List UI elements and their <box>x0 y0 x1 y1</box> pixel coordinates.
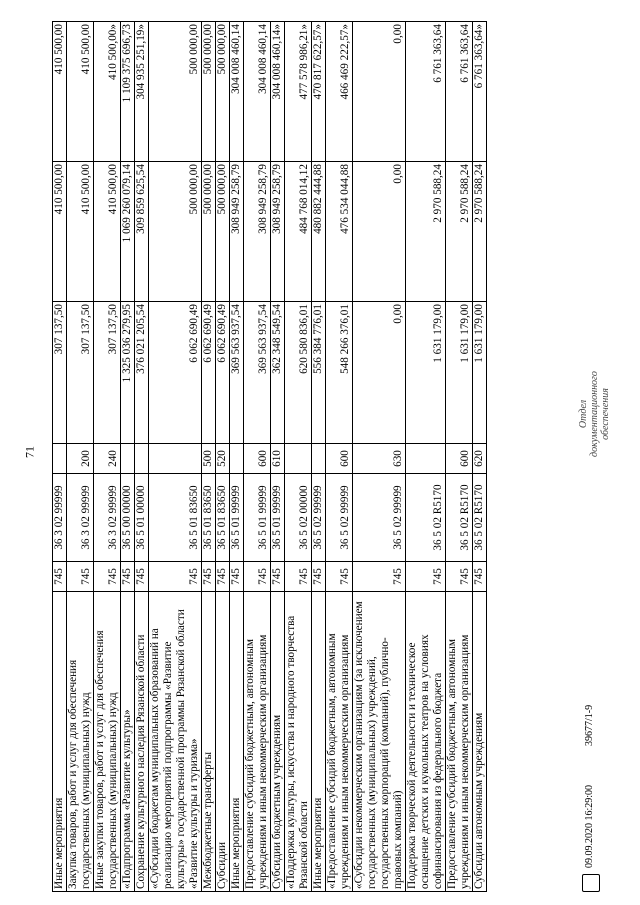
row-ved-cell: 745 <box>67 562 94 592</box>
row-vr-cell <box>312 444 326 474</box>
row-amount-2021-cell: 500 000,00 <box>149 162 202 302</box>
table-row <box>149 22 202 892</box>
row-amount-2020-cell: 1 325 036 279,95 <box>121 302 135 444</box>
row-amount-2020-cell: 6 062 690,49 <box>202 302 216 444</box>
page-number: 71 <box>22 446 37 458</box>
row-name-cell: «Субсидии некоммерческим организациям (за исключением государственных (муниципальных) учреждений, государственных корпораций (компаний), публично-правовых компаний) <box>353 592 406 892</box>
row-amount-2022-cell: 6 761 363,64» <box>473 22 487 162</box>
row-amount-2022-cell: 500 000,00 <box>216 22 230 162</box>
row-amount-2021-cell: 2 970 588,24 <box>473 162 487 302</box>
footer-doc-id: 39677/1-9 <box>584 704 595 746</box>
table-row <box>230 22 244 892</box>
row-ved-cell: 745 <box>121 562 135 592</box>
row-amount-2020-cell: 307 137,50 <box>53 302 67 444</box>
row-vr-cell: 200 <box>67 444 94 474</box>
table-row <box>135 22 149 892</box>
row-amount-2021-cell: 308 949 258,79 <box>271 162 285 302</box>
row-csr-cell: 36 5 01 00000 <box>135 474 149 562</box>
row-csr-cell: 36 5 02 R5170 <box>406 474 446 562</box>
row-name-cell: Межбюджетные трансферты <box>202 592 216 892</box>
table-row <box>121 22 135 892</box>
row-csr-cell: 36 3 02 99999 <box>53 474 67 562</box>
row-amount-2021-cell: 500 000,00 <box>202 162 216 302</box>
row-vr-cell <box>135 444 149 474</box>
row-amount-2021-cell: 308 949 258,79 <box>230 162 244 302</box>
row-vr-cell: 600 <box>244 444 271 474</box>
budget-table <box>52 21 487 892</box>
row-csr-cell: 36 5 00 00000 <box>121 474 135 562</box>
row-name-cell: Поддержка творческой деятельности и техническое оснащение детских и кукольных театров на условиях софинансирования из федерального бюджета <box>406 592 446 892</box>
row-vr-cell <box>230 444 244 474</box>
row-csr-cell: 36 5 01 83650 <box>149 474 202 562</box>
row-ved-cell: 745 <box>406 562 446 592</box>
row-amount-2021-cell: 2 970 588,24 <box>446 162 473 302</box>
footer-timestamp: 09.09.2020 16:29:00 <box>584 784 595 868</box>
row-csr-cell: 36 5 01 83650 <box>216 474 230 562</box>
row-amount-2020-cell: 548 266 376,01 <box>326 302 353 444</box>
row-amount-2022-cell: 410 500,00 <box>53 22 67 162</box>
table-row <box>353 22 406 892</box>
row-ved-cell: 745 <box>202 562 216 592</box>
row-ved-cell: 745 <box>149 562 202 592</box>
row-ved-cell: 745 <box>326 562 353 592</box>
row-csr-cell: 36 5 01 99999 <box>244 474 271 562</box>
row-ved-cell: 745 <box>473 562 487 592</box>
row-ved-cell: 745 <box>271 562 285 592</box>
table-row <box>406 22 446 892</box>
row-ved-cell: 745 <box>312 562 326 592</box>
row-ved-cell: 745 <box>285 562 312 592</box>
row-csr-cell: 36 5 02 R5170 <box>473 474 487 562</box>
row-name-cell: Предоставление субсидий бюджетным, автономным учреждениям и иным некоммерческим организациям <box>446 592 473 892</box>
row-vr-cell: 630 <box>353 444 406 474</box>
row-ved-cell: 745 <box>230 562 244 592</box>
row-name-cell: Предоставление субсидий бюджетным, автономным учреждениям и иным некоммерческим организациям <box>244 592 271 892</box>
row-vr-cell: 500 <box>202 444 216 474</box>
row-amount-2022-cell: 304 008 460,14» <box>271 22 285 162</box>
row-vr-cell <box>149 444 202 474</box>
row-name-cell: Субсидии <box>216 592 230 892</box>
row-csr-cell: 36 5 01 83650 <box>202 474 216 562</box>
row-amount-2021-cell: 500 000,00 <box>216 162 230 302</box>
row-name-cell: Субсидии бюджетным учреждениям <box>271 592 285 892</box>
row-vr-cell: 520 <box>216 444 230 474</box>
table-row <box>244 22 271 892</box>
table-row <box>326 22 353 892</box>
row-name-cell: Субсидии автономным учреждениям <box>473 592 487 892</box>
row-amount-2022-cell: 410 500,00» <box>94 22 121 162</box>
row-name-cell: Иные мероприятия <box>53 592 67 892</box>
row-amount-2022-cell: 1 109 375 696,73 <box>121 22 135 162</box>
row-csr-cell: 36 5 01 99999 <box>230 474 244 562</box>
row-ved-cell: 745 <box>135 562 149 592</box>
row-amount-2020-cell: 307 137,50 <box>94 302 121 444</box>
row-name-cell: Закупка товаров, работ и услуг для обеспечения государственных (муниципальных) нужд <box>67 592 94 892</box>
row-vr-cell <box>285 444 312 474</box>
table-row <box>53 22 67 892</box>
row-amount-2022-cell: 304 008 460,14 <box>244 22 271 162</box>
row-amount-2022-cell: 304 935 251,19» <box>135 22 149 162</box>
row-name-cell: «Подпрограмма «Развитие культуры» <box>121 592 135 892</box>
row-amount-2020-cell: 307 137,50 <box>67 302 94 444</box>
row-amount-2022-cell: 0,00 <box>353 22 406 162</box>
row-amount-2020-cell: 1 631 179,00 <box>473 302 487 444</box>
row-amount-2022-cell: 477 578 986,21» <box>285 22 312 162</box>
row-ved-cell: 745 <box>94 562 121 592</box>
table-row <box>67 22 94 892</box>
table-row <box>216 22 230 892</box>
row-amount-2021-cell: 484 768 014,12 <box>285 162 312 302</box>
table-row <box>271 22 285 892</box>
row-amount-2021-cell: 309 859 625,54 <box>135 162 149 302</box>
budget-table-body <box>53 22 487 892</box>
row-amount-2021-cell: 410 500,00 <box>53 162 67 302</box>
row-csr-cell: 36 5 02 99999 <box>353 474 406 562</box>
row-amount-2022-cell: 410 500,00 <box>67 22 94 162</box>
row-amount-2021-cell: 480 882 444,88 <box>312 162 326 302</box>
row-csr-cell: 36 5 01 99999 <box>271 474 285 562</box>
table-row <box>94 22 121 892</box>
row-vr-cell: 610 <box>271 444 285 474</box>
row-amount-2022-cell: 466 469 222,57» <box>326 22 353 162</box>
row-name-cell: Иные мероприятия <box>230 592 244 892</box>
row-name-cell: «Предоставление субсидий бюджетным, автономным учреждениям и иным некоммерческим организациям <box>326 592 353 892</box>
row-vr-cell: 600 <box>446 444 473 474</box>
row-name-cell: Сохранение культурного наследия Рязанской области <box>135 592 149 892</box>
row-amount-2021-cell: 2 970 588,24 <box>406 162 446 302</box>
table-region <box>52 12 572 892</box>
row-amount-2022-cell: 304 008 460,14 <box>230 22 244 162</box>
row-ved-cell: 745 <box>53 562 67 592</box>
row-amount-2022-cell: 500 000,00 <box>149 22 202 162</box>
row-amount-2020-cell: 0,00 <box>353 302 406 444</box>
row-amount-2020-cell: 1 631 179,00 <box>406 302 446 444</box>
row-vr-cell: 240 <box>94 444 121 474</box>
row-csr-cell: 36 5 02 R5170 <box>446 474 473 562</box>
row-amount-2022-cell: 6 761 363,64 <box>406 22 446 162</box>
row-amount-2021-cell: 0,00 <box>353 162 406 302</box>
table-row <box>446 22 473 892</box>
row-vr-cell: 600 <box>326 444 353 474</box>
row-amount-2021-cell: 308 949 258,79 <box>244 162 271 302</box>
row-amount-2020-cell: 362 348 549,54 <box>271 302 285 444</box>
row-name-cell: «Поддержка культуры, искусства и народного творчества Рязанской области <box>285 592 312 892</box>
row-amount-2020-cell: 369 563 937,54 <box>244 302 271 444</box>
row-name-cell: Иные мероприятия <box>312 592 326 892</box>
row-amount-2020-cell: 6 062 690,49 <box>149 302 202 444</box>
row-amount-2020-cell: 376 021 205,54 <box>135 302 149 444</box>
row-ved-cell: 745 <box>244 562 271 592</box>
row-csr-cell: 36 5 02 99999 <box>312 474 326 562</box>
row-amount-2021-cell: 1 069 260 079,14 <box>121 162 135 302</box>
row-vr-cell: 620 <box>473 444 487 474</box>
row-ved-cell: 745 <box>446 562 473 592</box>
row-amount-2022-cell: 500 000,00 <box>202 22 216 162</box>
row-amount-2020-cell: 6 062 690,49 <box>216 302 230 444</box>
row-vr-cell <box>406 444 446 474</box>
row-csr-cell: 36 5 02 99999 <box>326 474 353 562</box>
row-vr-cell <box>53 444 67 474</box>
row-ved-cell: 745 <box>216 562 230 592</box>
row-amount-2022-cell: 470 817 622,57» <box>312 22 326 162</box>
table-row <box>202 22 216 892</box>
row-amount-2021-cell: 476 534 044,88 <box>326 162 353 302</box>
row-amount-2021-cell: 410 500,00 <box>94 162 121 302</box>
row-vr-cell <box>121 444 135 474</box>
row-amount-2020-cell: 1 631 179,00 <box>446 302 473 444</box>
row-amount-2020-cell: 369 563 937,54 <box>230 302 244 444</box>
table-row <box>312 22 326 892</box>
row-name-cell: «Субсидии бюджетам муниципальных образований на реализацию мероприятий подпрограммы «Развитие культуры» государственной программы Рязанской области «Развитие культуры и туризма» <box>149 592 202 892</box>
footer-department-stamp: Отдел документационного обеспечения <box>578 371 611 457</box>
row-ved-cell: 745 <box>353 562 406 592</box>
row-amount-2021-cell: 410 500,00 <box>67 162 94 302</box>
row-amount-2020-cell: 556 384 776,01 <box>312 302 326 444</box>
table-row <box>473 22 487 892</box>
row-csr-cell: 36 3 02 99999 <box>67 474 94 562</box>
row-csr-cell: 36 5 02 00000 <box>285 474 312 562</box>
table-row <box>285 22 312 892</box>
row-csr-cell: 36 3 02 99999 <box>94 474 121 562</box>
row-amount-2020-cell: 620 580 836,01 <box>285 302 312 444</box>
registry-logo-icon <box>582 874 600 892</box>
row-amount-2022-cell: 6 761 363,64 <box>446 22 473 162</box>
document-footer <box>576 12 616 892</box>
row-name-cell: Иные закупки товаров, работ и услуг для обеспечения государственных (муниципальных) нужд <box>94 592 121 892</box>
